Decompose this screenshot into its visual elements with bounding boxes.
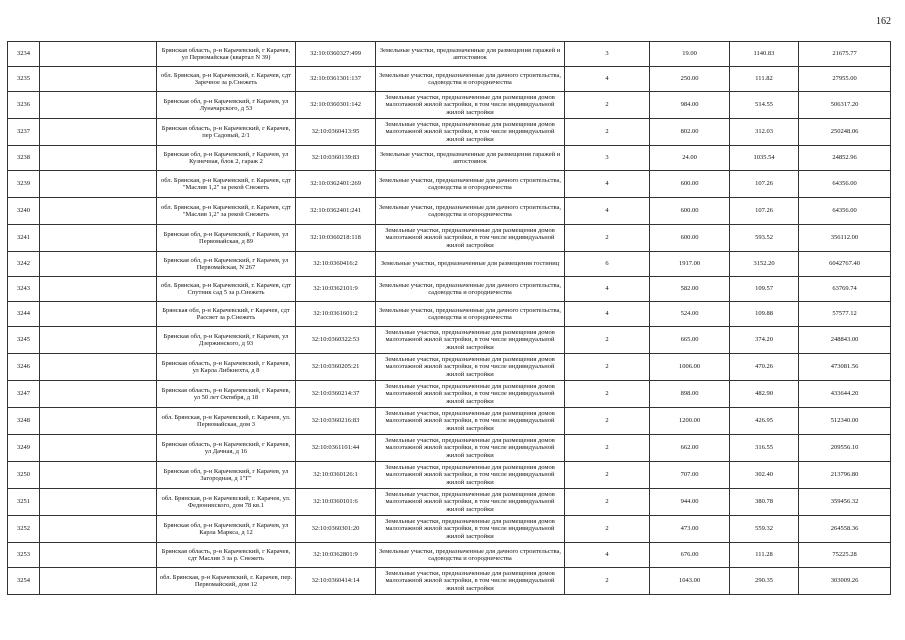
table-row (8, 92, 891, 119)
use-group-cell: 4 (565, 302, 650, 327)
blank-cell-cell (40, 354, 157, 381)
record-number-cell: 3244 (8, 302, 40, 327)
permitted-use-cell: Земельные участки, предназначенные для размещения домов малоэтажной жилой застройки, в том числе индивидуальной жилой застройки (376, 435, 565, 462)
use-group-cell: 3 (565, 42, 650, 67)
specific-cadastral-value-cell: 482.90 (730, 381, 799, 408)
record-number-cell: 3247 (8, 381, 40, 408)
cadastral-value-cell: 433644.20 (799, 381, 891, 408)
permitted-use-cell: Земельные участки, предназначенные для размещения домов малоэтажной жилой застройки, в том числе индивидуальной жилой застройки (376, 327, 565, 354)
use-group-cell: 2 (565, 225, 650, 252)
blank-cell-cell (40, 543, 157, 568)
specific-cadastral-value-cell: 380.78 (730, 489, 799, 516)
area-cell: 802.00 (650, 119, 730, 146)
address-cell: Брянская обл, р-н Карачевский, г Карачев, ул Дзержинского, д 93 (157, 327, 296, 354)
table-row (8, 171, 891, 198)
specific-cadastral-value-cell: 107.26 (730, 198, 799, 225)
table-row (8, 252, 891, 277)
record-number-cell: 3239 (8, 171, 40, 198)
address-cell: обл. Брянская, р-н Карачевский, г. Карачев, ул. Первомайская, дом 3 (157, 408, 296, 435)
area-cell: 24.00 (650, 146, 730, 171)
record-number-cell: 3234 (8, 42, 40, 67)
table-row (8, 354, 891, 381)
area-cell: 473.00 (650, 516, 730, 543)
address-cell: обл. Брянская, р-н Карачевский, г. Карачев, сдт Заречное за р.Снежеть (157, 67, 296, 92)
permitted-use-cell: Земельные участки, предназначенные для дачного строительства, садоводства и огородничества (376, 277, 565, 302)
permitted-use-cell: Земельные участки, предназначенные для размещения гостиниц (376, 252, 565, 277)
record-number-cell: 3240 (8, 198, 40, 225)
use-group-cell: 2 (565, 354, 650, 381)
area-cell: 676.00 (650, 543, 730, 568)
record-number-cell: 3251 (8, 489, 40, 516)
cadastral-value-cell: 75225.28 (799, 543, 891, 568)
use-group-cell: 2 (565, 92, 650, 119)
permitted-use-cell: Земельные участки, предназначенные для размещения домов малоэтажной жилой застройки, в том числе индивидуальной жилой застройки (376, 225, 565, 252)
land-registry-table (7, 41, 891, 595)
specific-cadastral-value-cell: 559.32 (730, 516, 799, 543)
table-row (8, 543, 891, 568)
address-cell: Брянская обл, р-н Карачевский, г Карачев, ул Первомайская, N 267 (157, 252, 296, 277)
specific-cadastral-value-cell: 3152.20 (730, 252, 799, 277)
cadastral-value-cell: 512340.00 (799, 408, 891, 435)
record-number-cell: 3235 (8, 67, 40, 92)
record-number-cell: 3250 (8, 462, 40, 489)
specific-cadastral-value-cell: 111.82 (730, 67, 799, 92)
use-group-cell: 2 (565, 119, 650, 146)
specific-cadastral-value-cell: 470.26 (730, 354, 799, 381)
blank-cell-cell (40, 42, 157, 67)
permitted-use-cell: Земельные участки, предназначенные для дачного строительства, садоводства и огородничества (376, 302, 565, 327)
area-cell: 898.00 (650, 381, 730, 408)
permitted-use-cell: Земельные участки, предназначенные для дачного строительства, садоводства и огородничества (376, 171, 565, 198)
address-cell: Брянская обл, р-н Карачевский, г Карачев, ул Карла Маркса, д 12 (157, 516, 296, 543)
table-row (8, 435, 891, 462)
area-cell: 1043.00 (650, 568, 730, 595)
blank-cell-cell (40, 516, 157, 543)
cadastral-number-cell: 32:10:0362401:269 (296, 171, 376, 198)
blank-cell-cell (40, 489, 157, 516)
address-cell: Брянская область, р-н Карачевский, г Карачев, сдт Маслив 3 за р. Снежеть (157, 543, 296, 568)
table-row (8, 42, 891, 67)
specific-cadastral-value-cell: 593.52 (730, 225, 799, 252)
address-cell: Брянская обл, р-н Карачевский, г Карачев, сдт Рассвет за р.Снежеть (157, 302, 296, 327)
area-cell: 600.00 (650, 225, 730, 252)
blank-cell-cell (40, 171, 157, 198)
cadastral-value-cell: 248843.00 (799, 327, 891, 354)
cadastral-number-cell: 32:10:0360414:14 (296, 568, 376, 595)
area-cell: 600.00 (650, 171, 730, 198)
table-row (8, 408, 891, 435)
record-number-cell: 3243 (8, 277, 40, 302)
cadastral-value-cell: 506317.20 (799, 92, 891, 119)
table-row (8, 277, 891, 302)
use-group-cell: 4 (565, 543, 650, 568)
specific-cadastral-value-cell: 312.03 (730, 119, 799, 146)
record-number-cell: 3253 (8, 543, 40, 568)
area-cell: 665.00 (650, 327, 730, 354)
cadastral-value-cell: 27955.00 (799, 67, 891, 92)
address-cell: Брянская обл, р-н Карачевский, г Карачев, ул Первомайская, д 89 (157, 225, 296, 252)
area-cell: 984.00 (650, 92, 730, 119)
cadastral-number-cell: 32:10:0362101:9 (296, 277, 376, 302)
permitted-use-cell: Земельные участки, предназначенные для размещения домов малоэтажной жилой застройки, в том числе индивидуальной жилой застройки (376, 119, 565, 146)
blank-cell-cell (40, 198, 157, 225)
permitted-use-cell: Земельные участки, предназначенные для размещения домов малоэтажной жилой застройки, в том числе индивидуальной жилой застройки (376, 568, 565, 595)
specific-cadastral-value-cell: 107.26 (730, 171, 799, 198)
cadastral-number-cell: 32:10:0360101:6 (296, 489, 376, 516)
address-cell: Брянская область, р-н Карачевский, г Карачев, ул Дачная, д 16 (157, 435, 296, 462)
use-group-cell: 2 (565, 327, 650, 354)
use-group-cell: 2 (565, 568, 650, 595)
cadastral-number-cell: 32:10:0362801:9 (296, 543, 376, 568)
table-row (8, 568, 891, 595)
cadastral-number-cell: 32:10:0360322:53 (296, 327, 376, 354)
use-group-cell: 2 (565, 489, 650, 516)
permitted-use-cell: Земельные участки, предназначенные для размещения домов малоэтажной жилой застройки, в том числе индивидуальной жилой застройки (376, 381, 565, 408)
permitted-use-cell: Земельные участки, предназначенные для дачного строительства, садоводства и огородничества (376, 543, 565, 568)
use-group-cell: 2 (565, 408, 650, 435)
area-cell: 662.00 (650, 435, 730, 462)
address-cell: обл. Брянская, р-н Карачевский, г. Карачев, сдт "Маслив 1,2" за рекой Снежеть (157, 171, 296, 198)
area-cell: 707.00 (650, 462, 730, 489)
blank-cell-cell (40, 225, 157, 252)
blank-cell-cell (40, 435, 157, 462)
permitted-use-cell: Земельные участки, предназначенные для размещения домов малоэтажной жилой застройки, в том числе индивидуальной жилой застройки (376, 462, 565, 489)
specific-cadastral-value-cell: 426.95 (730, 408, 799, 435)
address-cell: Брянская обл, р-н Карачевский, г Карачев, ул Кузнечная, блок 2, гараж 2 (157, 146, 296, 171)
table-row (8, 225, 891, 252)
cadastral-number-cell: 32:10:0361601:2 (296, 302, 376, 327)
use-group-cell: 6 (565, 252, 650, 277)
record-number-cell: 3252 (8, 516, 40, 543)
address-cell: Брянская область, р-н Карачевский, г Карачев, пер Садовый, 2/1 (157, 119, 296, 146)
table-row (8, 302, 891, 327)
blank-cell-cell (40, 277, 157, 302)
specific-cadastral-value-cell: 302.40 (730, 462, 799, 489)
blank-cell-cell (40, 92, 157, 119)
use-group-cell: 4 (565, 198, 650, 225)
cadastral-number-cell: 32:10:0362401:241 (296, 198, 376, 225)
cadastral-number-cell: 32:10:0360301:142 (296, 92, 376, 119)
cadastral-number-cell: 32:10:0360139:83 (296, 146, 376, 171)
use-group-cell: 2 (565, 435, 650, 462)
cadastral-value-cell: 57577.12 (799, 302, 891, 327)
area-cell: 250.00 (650, 67, 730, 92)
blank-cell-cell (40, 568, 157, 595)
specific-cadastral-value-cell: 1035.54 (730, 146, 799, 171)
cadastral-number-cell: 32:10:0361301:137 (296, 67, 376, 92)
specific-cadastral-value-cell: 514.55 (730, 92, 799, 119)
address-cell: обл. Брянская, р-н Карачевский, г. Карачев, пер. Первомайский, дом 12 (157, 568, 296, 595)
area-cell: 944.00 (650, 489, 730, 516)
table-row (8, 119, 891, 146)
permitted-use-cell: Земельные участки, предназначенные для размещения домов малоэтажной жилой застройки, в том числе индивидуальной жилой застройки (376, 489, 565, 516)
permitted-use-cell: Земельные участки, предназначенные для размещения домов малоэтажной жилой застройки, в том числе индивидуальной жилой застройки (376, 408, 565, 435)
record-number-cell: 3249 (8, 435, 40, 462)
blank-cell-cell (40, 302, 157, 327)
specific-cadastral-value-cell: 316.55 (730, 435, 799, 462)
cadastral-value-cell: 359456.32 (799, 489, 891, 516)
cadastral-value-cell: 356112.00 (799, 225, 891, 252)
area-cell: 582.00 (650, 277, 730, 302)
permitted-use-cell: Земельные участки, предназначенные для размещения гаражей и автостоянок (376, 146, 565, 171)
blank-cell-cell (40, 67, 157, 92)
address-cell: Брянская область, р-н Карачевский, г Карачев, ул Карла Либкнехта, д 8 (157, 354, 296, 381)
blank-cell-cell (40, 462, 157, 489)
cadastral-number-cell: 32:10:0360413:95 (296, 119, 376, 146)
cadastral-number-cell: 32:10:0360205:21 (296, 354, 376, 381)
record-number-cell: 3241 (8, 225, 40, 252)
area-cell: 1200.00 (650, 408, 730, 435)
address-cell: Брянская обл, р-н Карачевский, г Карачев, ул Луначарского, д 53 (157, 92, 296, 119)
record-number-cell: 3248 (8, 408, 40, 435)
cadastral-value-cell: 213796.80 (799, 462, 891, 489)
address-cell: Брянская обл, р-н Карачевский, г Карачев, ул Загородная, д 1"Г" (157, 462, 296, 489)
use-group-cell: 2 (565, 462, 650, 489)
page-number: 162 (876, 16, 891, 27)
address-cell: обл. Брянская, р-н Карачевский, г. Карачев, сдт Спутник сад 5 за р.Снежеть (157, 277, 296, 302)
area-cell: 1006.00 (650, 354, 730, 381)
blank-cell-cell (40, 119, 157, 146)
table-row (8, 516, 891, 543)
permitted-use-cell: Земельные участки, предназначенные для размещения домов малоэтажной жилой застройки, в том числе индивидуальной жилой застройки (376, 354, 565, 381)
cadastral-value-cell: 209556.10 (799, 435, 891, 462)
table-row (8, 198, 891, 225)
cadastral-number-cell: 32:10:0361101:44 (296, 435, 376, 462)
table-row (8, 327, 891, 354)
use-group-cell: 4 (565, 171, 650, 198)
cadastral-value-cell: 21675.77 (799, 42, 891, 67)
permitted-use-cell: Земельные участки, предназначенные для дачного строительства, садоводства и огородничества (376, 198, 565, 225)
cadastral-number-cell: 32:10:0360416:2 (296, 252, 376, 277)
permitted-use-cell: Земельные участки, предназначенные для размещения гаражей и автостоянок (376, 42, 565, 67)
cadastral-value-cell: 250248.06 (799, 119, 891, 146)
use-group-cell: 2 (565, 516, 650, 543)
table-row (8, 146, 891, 171)
use-group-cell: 4 (565, 277, 650, 302)
blank-cell-cell (40, 408, 157, 435)
cadastral-number-cell: 32:10:0360126:1 (296, 462, 376, 489)
specific-cadastral-value-cell: 111.28 (730, 543, 799, 568)
record-number-cell: 3242 (8, 252, 40, 277)
cadastral-value-cell: 63769.74 (799, 277, 891, 302)
record-number-cell: 3236 (8, 92, 40, 119)
blank-cell-cell (40, 327, 157, 354)
use-group-cell: 4 (565, 67, 650, 92)
cadastral-number-cell: 32:10:0360218:118 (296, 225, 376, 252)
address-cell: Брянская область, р-н Карачевский, г Карачев, ул 50 лет Октября, д 18 (157, 381, 296, 408)
cadastral-value-cell: 24852.96 (799, 146, 891, 171)
cadastral-value-cell: 473081.56 (799, 354, 891, 381)
address-cell: обл. Брянская, р-н Карачевский, г. Карачев, сдт "Маслив 1,2" за рекой Снежеть (157, 198, 296, 225)
use-group-cell: 3 (565, 146, 650, 171)
blank-cell-cell (40, 146, 157, 171)
address-cell: обл. Брянская, р-н Карачевский, г. Карачев, ул. Федюнинского, дом 78 кв.1 (157, 489, 296, 516)
cadastral-value-cell: 64356.00 (799, 198, 891, 225)
address-cell: Брянская область, р-н Карачевский, г Карачев, ул Первомайская (квартал N 39) (157, 42, 296, 67)
table-row (8, 489, 891, 516)
record-number-cell: 3237 (8, 119, 40, 146)
cadastral-number-cell: 32:10:0360327:499 (296, 42, 376, 67)
area-cell: 524.00 (650, 302, 730, 327)
specific-cadastral-value-cell: 374.20 (730, 327, 799, 354)
record-number-cell: 3254 (8, 568, 40, 595)
record-number-cell: 3246 (8, 354, 40, 381)
use-group-cell: 2 (565, 381, 650, 408)
cadastral-number-cell: 32:10:0360301:20 (296, 516, 376, 543)
cadastral-value-cell: 6042767.40 (799, 252, 891, 277)
cadastral-value-cell: 264558.36 (799, 516, 891, 543)
table-row (8, 381, 891, 408)
blank-cell-cell (40, 381, 157, 408)
specific-cadastral-value-cell: 109.57 (730, 277, 799, 302)
permitted-use-cell: Земельные участки, предназначенные для размещения домов малоэтажной жилой застройки, в том числе индивидуальной жилой застройки (376, 92, 565, 119)
area-cell: 1917.00 (650, 252, 730, 277)
permitted-use-cell: Земельные участки, предназначенные для дачного строительства, садоводства и огородничества (376, 67, 565, 92)
specific-cadastral-value-cell: 109.88 (730, 302, 799, 327)
table-row (8, 462, 891, 489)
area-cell: 19.00 (650, 42, 730, 67)
permitted-use-cell: Земельные участки, предназначенные для размещения домов малоэтажной жилой застройки, в том числе индивидуальной жилой застройки (376, 516, 565, 543)
area-cell: 600.00 (650, 198, 730, 225)
table-row (8, 67, 891, 92)
cadastral-value-cell: 64356.00 (799, 171, 891, 198)
blank-cell-cell (40, 252, 157, 277)
record-number-cell: 3238 (8, 146, 40, 171)
cadastral-number-cell: 32:10:0360216:83 (296, 408, 376, 435)
cadastral-value-cell: 303009.26 (799, 568, 891, 595)
record-number-cell: 3245 (8, 327, 40, 354)
cadastral-number-cell: 32:10:0360214:37 (296, 381, 376, 408)
specific-cadastral-value-cell: 1140.83 (730, 42, 799, 67)
specific-cadastral-value-cell: 290.35 (730, 568, 799, 595)
